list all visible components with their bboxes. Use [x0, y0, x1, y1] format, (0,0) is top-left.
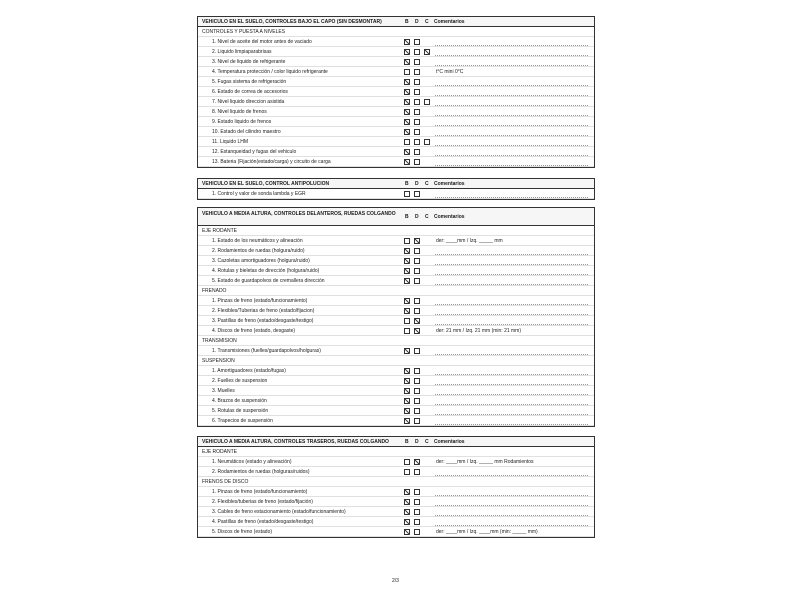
b-checkbox[interactable]: [404, 49, 410, 55]
d-checkbox[interactable]: [414, 69, 420, 75]
comment-text: t°C mini 0°C: [436, 69, 464, 75]
row-label: 9. Estado liquido de frenos: [212, 119, 272, 125]
row-label: 4. Discos de freno (estado, desgaste): [212, 328, 296, 334]
d-checkbox[interactable]: [414, 368, 420, 374]
b-checkbox[interactable]: [404, 59, 410, 65]
comment-line[interactable]: [435, 135, 588, 136]
b-checkbox[interactable]: [404, 109, 410, 115]
checklist-row: [198, 127, 594, 137]
b-checkbox[interactable]: [404, 149, 410, 155]
c-checkbox[interactable]: [424, 49, 430, 55]
comment-line[interactable]: [435, 197, 588, 198]
comment-line[interactable]: [435, 95, 588, 96]
b-checkbox[interactable]: [404, 348, 410, 354]
form-section: [197, 436, 595, 538]
column-b: B: [405, 181, 409, 187]
d-checkbox[interactable]: [414, 308, 420, 314]
b-checkbox[interactable]: [404, 69, 410, 75]
row-label: 4. Brazos de suspensión: [212, 398, 267, 404]
column-d: D: [415, 181, 419, 187]
row-label: TRANSMISION: [202, 338, 237, 344]
b-checkbox[interactable]: [404, 509, 410, 515]
comment-line[interactable]: [435, 145, 588, 146]
comment-line[interactable]: [435, 274, 588, 275]
comment-text: der: ____mm / Izq. _____ mm: [436, 238, 503, 244]
column-comments: Comentarios: [434, 214, 465, 220]
d-checkbox[interactable]: [414, 298, 420, 304]
d-checkbox[interactable]: [414, 318, 420, 324]
row-label: 1. Nivel de aceite del motor antes de vaciado: [212, 39, 312, 45]
row-label: 1. Transmisiones (fuelles/guardapolvos/holguras): [212, 348, 321, 354]
row-label: 5. Rotulas de suspensión: [212, 408, 269, 414]
d-checkbox[interactable]: [414, 238, 420, 244]
d-checkbox[interactable]: [414, 79, 420, 85]
b-checkbox[interactable]: [404, 278, 410, 284]
row-label: 6. Trapecios de suspensión: [212, 418, 273, 424]
section-header: [198, 208, 594, 226]
checklist-row: [198, 137, 594, 147]
b-checkbox[interactable]: [404, 529, 410, 535]
row-label: 3. Cables de freno estacionamiento (estado/funcionamiento): [212, 509, 346, 515]
b-checkbox[interactable]: [404, 469, 410, 475]
comment-line[interactable]: [435, 165, 588, 166]
comment-line[interactable]: [435, 314, 588, 315]
row-label: 8. Nivel liquido de frenos: [212, 109, 267, 115]
checklist-row: [198, 487, 594, 497]
checklist-row: [198, 117, 594, 127]
row-label: SUSPENSION: [202, 358, 235, 364]
row-label: 3. Cazoletas amortiguadores (holgura/ruido): [212, 258, 310, 264]
d-checkbox[interactable]: [414, 418, 420, 424]
comment-line[interactable]: [435, 115, 588, 116]
column-b: B: [405, 214, 409, 220]
d-checkbox[interactable]: [414, 248, 420, 254]
checklist-row: [198, 497, 594, 507]
checklist-row: [198, 386, 594, 396]
column-c: C: [425, 214, 429, 220]
checklist-row: [198, 376, 594, 386]
checklist-row: [198, 416, 594, 426]
b-checkbox[interactable]: [404, 418, 410, 424]
b-checkbox[interactable]: [404, 308, 410, 314]
column-d: D: [415, 439, 419, 445]
d-checkbox[interactable]: [414, 278, 420, 284]
b-checkbox[interactable]: [404, 489, 410, 495]
checklist-row: [198, 47, 594, 57]
checklist-row: [198, 406, 594, 416]
b-checkbox[interactable]: [404, 318, 410, 324]
subsection-heading: [198, 477, 594, 487]
b-checkbox[interactable]: [404, 139, 410, 145]
comment-line[interactable]: [435, 374, 588, 375]
comment-line[interactable]: [435, 515, 588, 516]
d-checkbox[interactable]: [414, 459, 420, 465]
subsection-heading: [198, 356, 594, 366]
row-label: 1. Pinzas de freno (estado/funcionamiento): [212, 489, 308, 495]
checklist-row: [198, 236, 594, 246]
b-checkbox[interactable]: [404, 268, 410, 274]
d-checkbox[interactable]: [414, 328, 420, 334]
checklist-row: [198, 266, 594, 276]
d-checkbox[interactable]: [414, 398, 420, 404]
row-label: EJE RODANTE: [202, 228, 238, 234]
d-checkbox[interactable]: [414, 129, 420, 135]
section-header: [198, 17, 594, 27]
row-label: 6. Estado de correa de accesorios: [212, 89, 288, 95]
d-checkbox[interactable]: [414, 119, 420, 125]
checklist-row: [198, 467, 594, 477]
b-checkbox[interactable]: [404, 388, 410, 394]
comment-line[interactable]: [435, 254, 588, 255]
d-checkbox[interactable]: [414, 89, 420, 95]
column-d: D: [415, 214, 419, 220]
comment-line[interactable]: [435, 525, 588, 526]
section-title: VEHICULO A MEDIA ALTURA, CONTROLES DELANTEROS, RUEDAS COLGANDO: [202, 211, 396, 217]
row-label: 2. Flexibles/Tuberias de freno (estado/fijacion): [212, 308, 315, 314]
checklist-row: [198, 517, 594, 527]
form-section: [197, 207, 595, 427]
comment-line[interactable]: [435, 45, 588, 46]
row-label: 2. Flexibles/tuberias de freno (estado/fijación): [212, 499, 313, 505]
row-label: 1. Amortiguadores (estado/fugas): [212, 368, 286, 374]
comment-line[interactable]: [435, 55, 588, 56]
page-number: 2/3: [392, 578, 399, 584]
row-label: 2. Rodamientos de ruedas (holgura/ruido): [212, 248, 305, 254]
checklist-row: [198, 246, 594, 256]
checklist-row: [198, 256, 594, 266]
d-checkbox[interactable]: [414, 348, 420, 354]
c-checkbox[interactable]: [424, 99, 430, 105]
column-c: C: [425, 181, 429, 187]
column-d: D: [415, 19, 419, 25]
d-checkbox[interactable]: [414, 59, 420, 65]
section-title: VEHICULO EN EL SUELO, CONTROLES BAJO EL CAPO (SIN DESMONTAR): [202, 19, 382, 25]
b-checkbox[interactable]: [404, 378, 410, 384]
row-label: 11. Liquido LHM: [212, 139, 249, 145]
comment-line[interactable]: [435, 505, 588, 506]
comment-line[interactable]: [435, 424, 588, 425]
checklist-row: [198, 189, 594, 199]
comment-line[interactable]: [435, 105, 588, 106]
row-label: 4. Rotulas y bieletas de dirección (holgura/ruido): [212, 268, 320, 274]
row-label: 7. Nivel liquido direccion asistida: [212, 99, 285, 105]
row-label: 13. Bateria (Fijación(estado/carga) y circuito de carga: [212, 159, 331, 165]
checklist-row: [198, 67, 594, 77]
row-label: 4. Pastillas de freno (estado/desgaste/testigo): [212, 519, 314, 525]
d-checkbox[interactable]: [414, 99, 420, 105]
comment-text: der: 21 mm / Izq. 21 mm (min: 21 mm): [436, 328, 522, 334]
d-checkbox[interactable]: [414, 469, 420, 475]
column-b: B: [405, 439, 409, 445]
row-label: 2. Rodamientos de ruedas (holguras/ruidos): [212, 469, 310, 475]
b-checkbox[interactable]: [404, 368, 410, 374]
checklist-row: [198, 97, 594, 107]
row-label: CONTROLES Y PUESTA A NIVELES: [202, 29, 286, 35]
checklist-row: [198, 77, 594, 87]
checklist-row: [198, 306, 594, 316]
row-label: FRENADO: [202, 288, 227, 294]
column-comments: Comentarios: [434, 181, 465, 187]
b-checkbox[interactable]: [404, 298, 410, 304]
comment-line[interactable]: [435, 475, 588, 476]
comment-line[interactable]: [435, 304, 588, 305]
checklist-row: [198, 316, 594, 326]
d-checkbox[interactable]: [414, 519, 420, 525]
checklist-row: [198, 507, 594, 517]
column-comments: Comentarios: [434, 439, 465, 445]
comment-line[interactable]: [435, 85, 588, 86]
d-checkbox[interactable]: [414, 529, 420, 535]
checklist-row: [198, 346, 594, 356]
checklist-row: [198, 147, 594, 157]
column-c: C: [425, 19, 429, 25]
d-checkbox[interactable]: [414, 109, 420, 115]
checklist-row: [198, 107, 594, 117]
checklist-row: [198, 296, 594, 306]
row-label: 3. Muelles: [212, 388, 235, 394]
b-checkbox[interactable]: [404, 39, 410, 45]
d-checkbox[interactable]: [414, 378, 420, 384]
subsection-heading: [198, 27, 594, 37]
row-label: 10. Estado del cilindro maestro: [212, 129, 281, 135]
b-checkbox[interactable]: [404, 238, 410, 244]
row-label: 12. Estanqueidad y fugas del vehiculo: [212, 149, 297, 155]
b-checkbox[interactable]: [404, 398, 410, 404]
row-label: 4. Temperatura protección / color liquido refrigerante: [212, 69, 328, 75]
row-label: 2. Liquido limpiaparabrisas: [212, 49, 272, 55]
b-checkbox[interactable]: [404, 248, 410, 254]
b-checkbox[interactable]: [404, 519, 410, 525]
comment-line[interactable]: [435, 404, 588, 405]
checklist-row: [198, 157, 594, 167]
subsection-heading: [198, 447, 594, 457]
comment-line[interactable]: [435, 65, 588, 66]
row-label: 1. Control y valor de sonda lambda y EGR: [212, 191, 306, 197]
checklist-row: [198, 37, 594, 47]
checklist-row: [198, 527, 594, 537]
row-label: 1. Pinzas de freno (estado/funcionamiento): [212, 298, 308, 304]
b-checkbox[interactable]: [404, 328, 410, 334]
b-checkbox[interactable]: [404, 99, 410, 105]
form-section: [197, 16, 595, 168]
b-checkbox[interactable]: [404, 191, 410, 197]
b-checkbox[interactable]: [404, 129, 410, 135]
subsection-heading: [198, 336, 594, 346]
b-checkbox[interactable]: [404, 89, 410, 95]
d-checkbox[interactable]: [414, 388, 420, 394]
row-label: EJE RODANTE: [202, 449, 238, 455]
comment-line[interactable]: [435, 264, 588, 265]
comment-line[interactable]: [435, 125, 588, 126]
comment-line[interactable]: [435, 495, 588, 496]
section-title: VEHICULO A MEDIA ALTURA, CONTROLES TRASEROS, RUEDAS COLGANDO: [202, 439, 389, 445]
d-checkbox[interactable]: [414, 408, 420, 414]
row-label: 2. Fuelles de suspension: [212, 378, 268, 384]
d-checkbox[interactable]: [414, 258, 420, 264]
comment-line[interactable]: [435, 414, 588, 415]
checklist-row: [198, 457, 594, 467]
b-checkbox[interactable]: [404, 119, 410, 125]
d-checkbox[interactable]: [414, 268, 420, 274]
b-checkbox[interactable]: [404, 258, 410, 264]
d-checkbox[interactable]: [414, 499, 420, 505]
checklist-row: [198, 276, 594, 286]
d-checkbox[interactable]: [414, 509, 420, 515]
section-header: [198, 437, 594, 447]
b-checkbox[interactable]: [404, 408, 410, 414]
comment-line[interactable]: [435, 384, 588, 385]
comment-line[interactable]: [435, 394, 588, 395]
column-b: B: [405, 19, 409, 25]
b-checkbox[interactable]: [404, 79, 410, 85]
checklist-row: [198, 366, 594, 376]
checklist-row: [198, 87, 594, 97]
checklist-row: [198, 396, 594, 406]
subsection-heading: [198, 226, 594, 236]
row-label: 3. Pastillas de freno (estado/desgaste/testigo): [212, 318, 314, 324]
subsection-heading: [198, 286, 594, 296]
row-label: 5. Fugas sistema de refrigeración: [212, 79, 287, 85]
row-label: 5. Estado de guardapolvos de cremallera dirección: [212, 278, 325, 284]
c-checkbox[interactable]: [424, 139, 430, 145]
row-label: 3. Nivel de liquido de refrigerante: [212, 59, 286, 65]
d-checkbox[interactable]: [414, 39, 420, 45]
checklist-row: [198, 326, 594, 336]
checklist-row: [198, 57, 594, 67]
d-checkbox[interactable]: [414, 139, 420, 145]
b-checkbox[interactable]: [404, 159, 410, 165]
section-header: [198, 179, 594, 189]
row-label: 5. Discos de freno (estado): [212, 529, 273, 535]
column-comments: Comentarios: [434, 19, 465, 25]
comment-line[interactable]: [435, 324, 588, 325]
comment-text: der: ____mm / Izq. _____ mm Rodamientos: [436, 459, 534, 465]
comment-line[interactable]: [435, 354, 588, 355]
form-section: [197, 178, 595, 200]
d-checkbox[interactable]: [414, 49, 420, 55]
b-checkbox[interactable]: [404, 499, 410, 505]
b-checkbox[interactable]: [404, 459, 410, 465]
comment-line[interactable]: [435, 155, 588, 156]
row-label: FRENOS DE DISCO: [202, 479, 249, 485]
row-label: 1. Neumáticos (estado y alineación): [212, 459, 292, 465]
d-checkbox[interactable]: [414, 159, 420, 165]
row-label: 1. Estado de los neumáticos y alineación: [212, 238, 303, 244]
comment-text: der: ____mm / Izq. ____mm (min: _____ mm): [436, 529, 538, 535]
comment-line[interactable]: [435, 284, 588, 285]
d-checkbox[interactable]: [414, 489, 420, 495]
section-title: VEHICULO EN EL SUELO, CONTROL ANTIPOLUCION: [202, 181, 330, 187]
d-checkbox[interactable]: [414, 149, 420, 155]
column-c: C: [425, 439, 429, 445]
d-checkbox[interactable]: [414, 191, 420, 197]
